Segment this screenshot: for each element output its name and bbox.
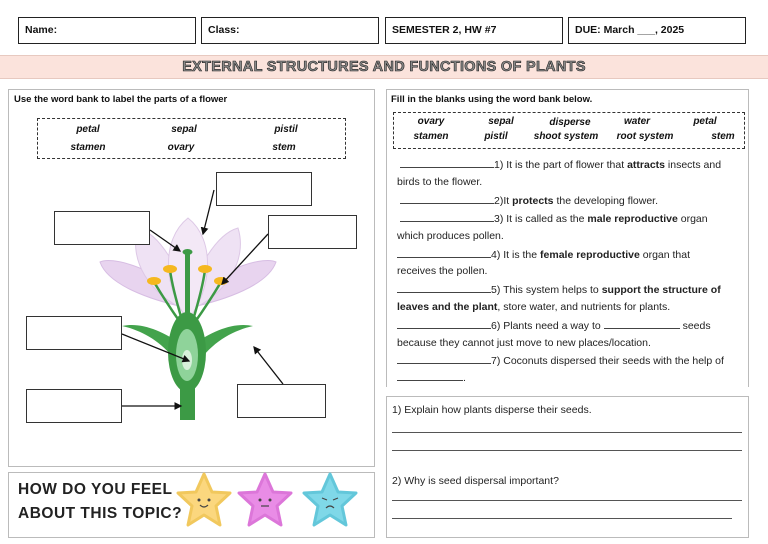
blank-4[interactable] (397, 247, 491, 258)
word-bank-item: root system (616, 131, 674, 142)
feelings-line-1: HOW DO YOU FEEL (18, 481, 173, 498)
word-bank-item: petal (76, 124, 100, 135)
question-1-cont: birds to the flower. (397, 176, 483, 188)
word-bank-item: pistil (484, 131, 508, 142)
word-bank-item: pistil (274, 124, 298, 135)
fill-blanks-title: Fill in the blanks using the word bank below. (391, 94, 593, 105)
word-bank-item: shoot system (533, 131, 599, 142)
word-bank-item: disperse (549, 117, 591, 128)
explain-question-1: 1) Explain how plants disperse their seeds. (392, 404, 592, 416)
flower-panel-title: Use the word bank to label the parts of a flower (14, 94, 228, 105)
word-bank-item: stem (711, 131, 735, 142)
blank-1[interactable] (400, 157, 494, 168)
word-bank-item: ovary (167, 142, 195, 153)
question-4-cont: receives the pollen. (397, 265, 488, 277)
question-5-cont: leaves and the plant, store water, and nutrients for plants. (397, 301, 671, 313)
question-1: 1) It is the part of flower that attracts insects and (397, 157, 721, 172)
explain-question-2: 2) Why is seed dispersal important? (392, 475, 559, 487)
page-title: EXTERNAL STRUCTURES AND FUNCTIONS OF PLANTS (182, 59, 586, 75)
due-label: DUE: March ___, 2025 (575, 24, 685, 36)
word-bank-item: water (623, 116, 651, 127)
question-7-cont: . (397, 370, 466, 385)
question-6: 6) Plants need a way to seeds (397, 318, 711, 333)
blank-6[interactable] (397, 318, 491, 329)
blank-3[interactable] (400, 211, 494, 222)
question-4: 4) It is the female reproductive organ that (397, 247, 690, 262)
blank-5[interactable] (397, 282, 491, 293)
blank-7[interactable] (397, 353, 491, 364)
blank-2[interactable] (400, 193, 494, 204)
blank-6b[interactable] (604, 318, 680, 329)
answer-line[interactable] (392, 450, 742, 451)
semester-label: SEMESTER 2, HW #7 (392, 24, 497, 36)
name-label: Name: (25, 24, 58, 36)
answer-line[interactable] (392, 518, 732, 519)
word-bank-item: petal (693, 116, 717, 127)
word-bank-item: stem (272, 142, 296, 153)
word-bank-item: stamen (70, 142, 106, 153)
blank-7b[interactable] (397, 370, 463, 381)
star-sad-icon[interactable] (304, 474, 356, 525)
word-bank-item: sepal (488, 116, 514, 127)
word-bank-item: sepal (171, 124, 197, 135)
word-bank-item: stamen (413, 131, 449, 142)
class-label: Class: (208, 24, 240, 36)
word-bank-item: ovary (417, 116, 445, 127)
answer-line[interactable] (392, 432, 742, 433)
explain-panel (386, 396, 749, 538)
question-3: 3) It is called as the male reproductive organ (397, 211, 708, 226)
fill-word-bank (393, 112, 745, 149)
feelings-line-2: ABOUT THIS TOPIC? (18, 505, 183, 522)
star-neutral-icon[interactable] (239, 474, 291, 525)
question-6-cont: because they cannot just move to new places/location. (397, 337, 651, 349)
question-7: 7) Coconuts dispersed their seeds with the help of (397, 353, 724, 368)
question-3-cont: which produces pollen. (397, 230, 504, 242)
star-happy-icon[interactable] (178, 474, 230, 525)
question-2: 2)It protects the developing flower. (397, 193, 658, 208)
answer-line[interactable] (392, 500, 742, 501)
question-5: 5) This system helps to support the structure of (397, 282, 721, 297)
